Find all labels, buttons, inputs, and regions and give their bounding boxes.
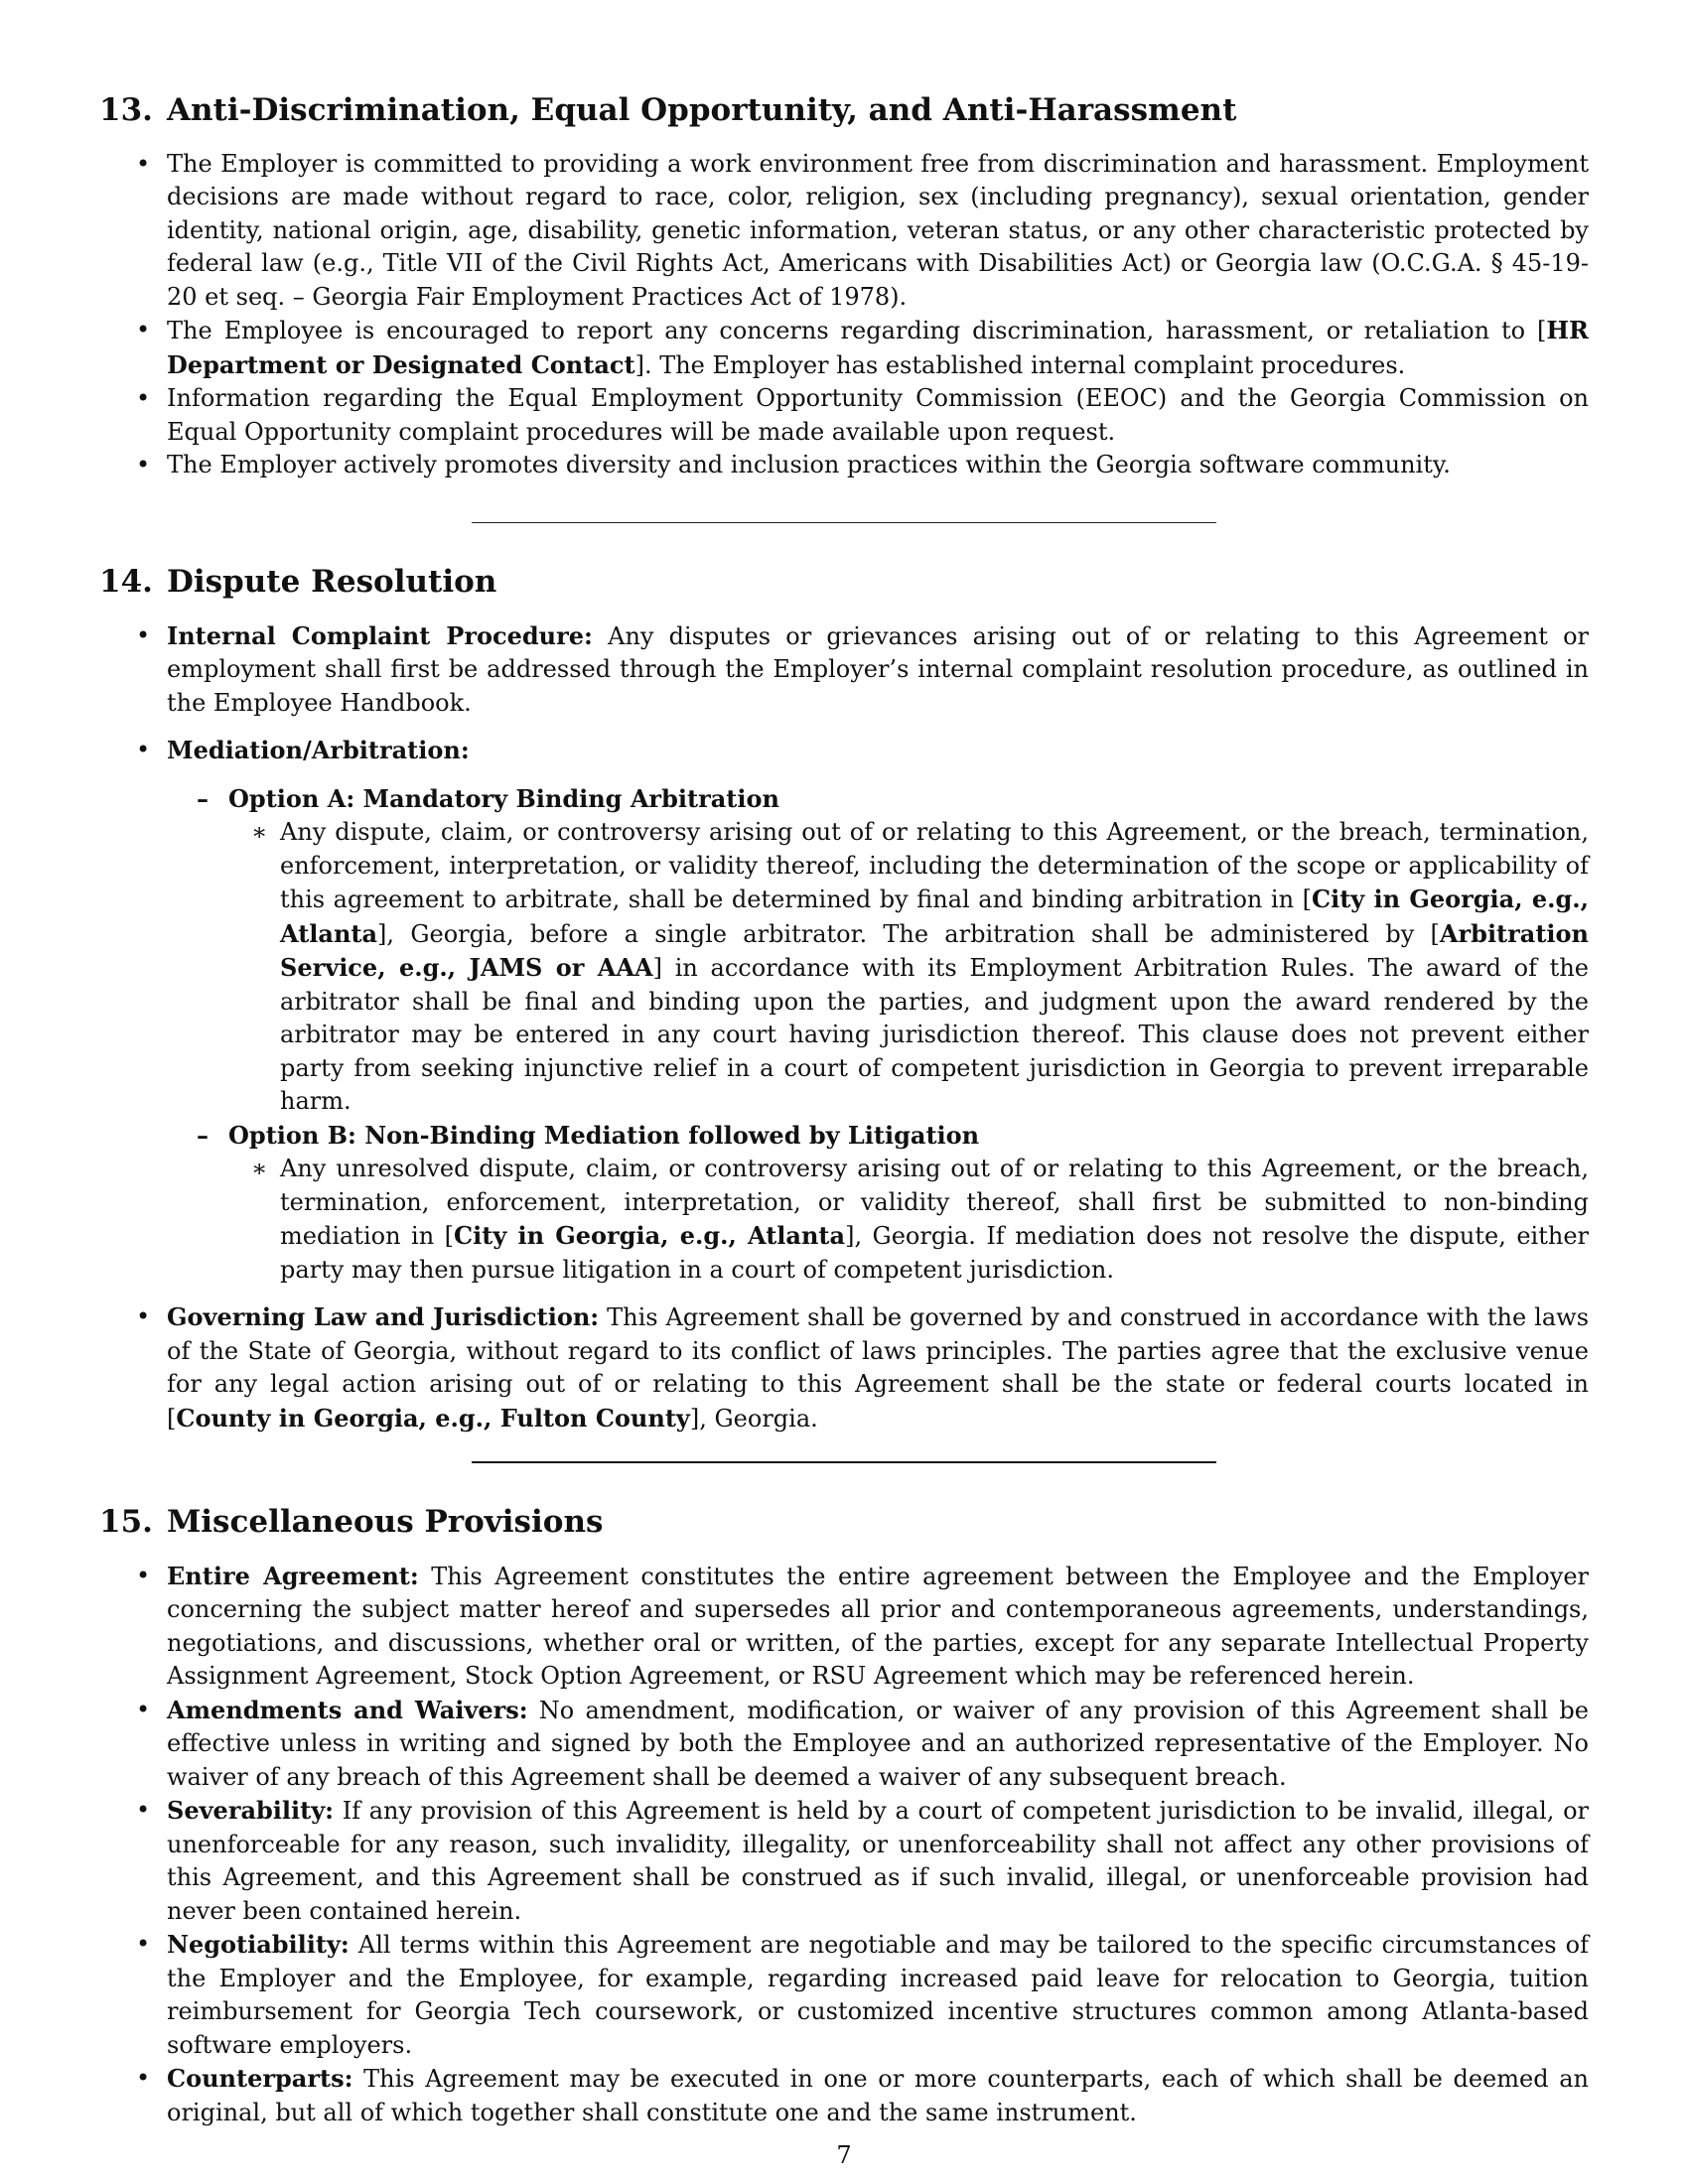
placeholder-field: City in Georgia, e.g., Atlanta (454, 1221, 846, 1250)
paragraph-text: ] in accordance with its Employment Arbitration Rules. The award of the arbitrator shall be final and binding upon the parties, and judgment upon the award rendered by the arbitrator may be entered in any court having jurisdiction thereof. This clause does not prevent either party from seeking injunctive relief in a court of competent jurisdiction in Georgia to prevent irreparable harm. (280, 954, 1589, 1115)
list-item-severability (99, 1794, 1589, 1928)
item-label: Mediation/Arbitration: (167, 736, 470, 764)
paragraph-text: Any disputes or grievances arising out of or relating to this Agreement or employment shall first be addressed through the Employer’s internal complaint resolution procedure, as outlined in the Employee Handbook. (167, 621, 1590, 717)
item-label: Counterparts: (167, 2064, 353, 2094)
placeholder-field: HR Department or Designated Contact (167, 316, 1589, 379)
option-b-text (99, 1153, 1589, 1287)
option-a-text (99, 816, 1589, 1119)
item-label: Internal Complaint Procedure: (167, 620, 593, 650)
section-13 (99, 91, 1589, 482)
list-item (99, 449, 1589, 482)
list-item-entire-agreement (99, 1560, 1589, 1694)
list-item-governing-law (99, 1300, 1589, 1435)
paragraph-text: Any unresolved dispute, claim, or controversy arising out of or relating to this Agreement, or the breach, termination, enforcement, interpretation, or validity thereof, shall first be submitted to non-binding mediation in [ (280, 1155, 1589, 1250)
item-label: Amendments and Waivers: (167, 1695, 528, 1724)
section-title: Miscellaneous Provisions (166, 1504, 604, 1540)
option-label: Option B: Non-Binding Mediation followed by Litigation (228, 1120, 980, 1150)
option-label: Option A: Mandatory Binding Arbitration (228, 783, 779, 813)
paragraph-text: The Employer actively promotes diversity and inclusion practices within the Georgia software community. (167, 451, 1451, 479)
list-item (99, 314, 1589, 382)
item-label: Entire Agreement: (167, 1561, 419, 1590)
paragraph-text: If any provision of this Agreement is held by a court of competent jurisdiction to be invalid, illegal, or unenforceable for any reason, such invalidity, illegality, or unenforceability shall not affect any other provisions of this Agreement, and this Agreement shall be construed as if such invalid, illegal, or unenforceable provision had never been contained herein. (167, 1797, 1589, 1925)
paragraph-text: All terms within this Agreement are negotiable and may be tailored to the specific circumstances of the Employer and the Employee, for example, regarding increased paid leave for relocation to Georgia, tuition reimbursement for Georgia Tech coursework, or customized incentive structures common among Atlanta-based software employers. (167, 1931, 1589, 2059)
list-item (99, 382, 1589, 449)
document-page (99, 91, 1589, 2129)
list-item-negotiability (99, 1928, 1589, 2062)
paragraph-text: ], Georgia. If mediation does not resolve the dispute, either party may then pursue litigation in a court of competent jurisdiction. (280, 1222, 1590, 1284)
placeholder-field: City in Georgia, e.g., Atlanta (280, 885, 1589, 948)
list-item-mediation (99, 734, 1589, 1287)
list-item-counterparts (99, 2062, 1589, 2129)
section-number: 14. (99, 563, 153, 600)
section-13-heading (99, 91, 1589, 130)
section-divider (472, 1461, 1216, 1463)
section-divider (472, 522, 1216, 523)
paragraph-text: No amendment, modification, or waiver of any provision of this Agreement shall be effective unless in writing and signed by both the Employee and an authorized representative of the Employer. No waiver of any breach of this Agreement shall be deemed a waiver of any subsequent breach. (167, 1696, 1589, 1791)
paragraph-text: ], Georgia, before a single arbitrator. The arbitration shall be administered by [ (377, 919, 1440, 948)
placeholder-field: County in Georgia, e.g., Fulton County (176, 1403, 690, 1433)
list-item-amendments (99, 1694, 1589, 1795)
section-15 (99, 1503, 1589, 2129)
paragraph-text: This Agreement may be executed in one or more counterparts, each of which shall be deemed an original, but all of which together shall constitute one and the same instrument. (167, 2065, 1589, 2126)
paragraph-text: Information regarding the Equal Employment Opportunity Commission (EEOC) and the Georgia Commission on Equal Opportunity complaint procedures will be made available upon request. (167, 384, 1589, 446)
item-label: Severability: (167, 1796, 335, 1826)
section-title: Dispute Resolution (166, 563, 497, 600)
section-title: Anti-Discrimination, Equal Opportunity, and Anti-Harassment (166, 92, 1237, 128)
paragraph-text: ], Georgia. (689, 1404, 818, 1433)
option-a (99, 782, 1589, 1119)
paragraph-text: The Employer is committed to providing a work environment free from discrimination and harassment. Employment decisions are made without regard to race, color, religion, sex (including pregnancy), sexual orientation, gender identity, national origin, age, disability, genetic information, veteran status, or any other characteristic protected by federal law (e.g., Title VII of the Civil Rights Act, Americans with Disabilities Act) or Georgia law (O.C.G.A. § 45-19-20 et seq. – Georgia Fair Employment Practices Act of 1978). (167, 149, 1589, 311)
list-item (99, 148, 1589, 315)
page-number: 7 (836, 2141, 852, 2169)
section-14 (99, 563, 1589, 1435)
paragraph-text: The Employee is encouraged to report any concerns regarding discrimination, harassment, or retaliation to [ (167, 317, 1547, 345)
option-b (99, 1119, 1589, 1288)
paragraph-text: Any dispute, claim, or controversy arising out of or relating to this Agreement, or the breach, termination, enforcement, interpretation, or validity thereof, including the determination of the scope or applicability of this agreement to arbitrate, shall be determined by final and binding arbitration in [ (280, 818, 1589, 913)
section-15-heading (99, 1503, 1589, 1542)
item-label: Governing Law and Jurisdiction: (167, 1302, 600, 1331)
paragraph-text: ]. The Employer has established internal complaint procedures. (634, 350, 1406, 379)
list-item-internal-complaint (99, 619, 1589, 721)
section-number: 13. (99, 92, 153, 128)
section-number: 15. (99, 1504, 153, 1540)
section-14-heading (99, 563, 1589, 602)
paragraph-text: This Agreement shall be governed by and construed in accordance with the laws of the State of Georgia, without regard to its conflict of laws principles. The parties agree that the exclusive venue for any legal action arising out of or relating to this Agreement shall be the state or federal courts located in [ (167, 1303, 1590, 1433)
placeholder-field: Arbitration Service, e.g., JAMS or AAA (280, 918, 1589, 982)
paragraph-text: This Agreement constitutes the entire agreement between the Employee and the Employer concerning the subject matter hereof and supersedes all prior and contemporaneous agreements, understandings, negotiations, and discussions, whether oral or written, of the parties, except for any separate Intellectual Property Assignment Agreement, Stock Option Agreement, or RSU Agreement which may be referenced herein. (167, 1562, 1589, 1691)
item-label: Negotiability: (167, 1930, 350, 1960)
